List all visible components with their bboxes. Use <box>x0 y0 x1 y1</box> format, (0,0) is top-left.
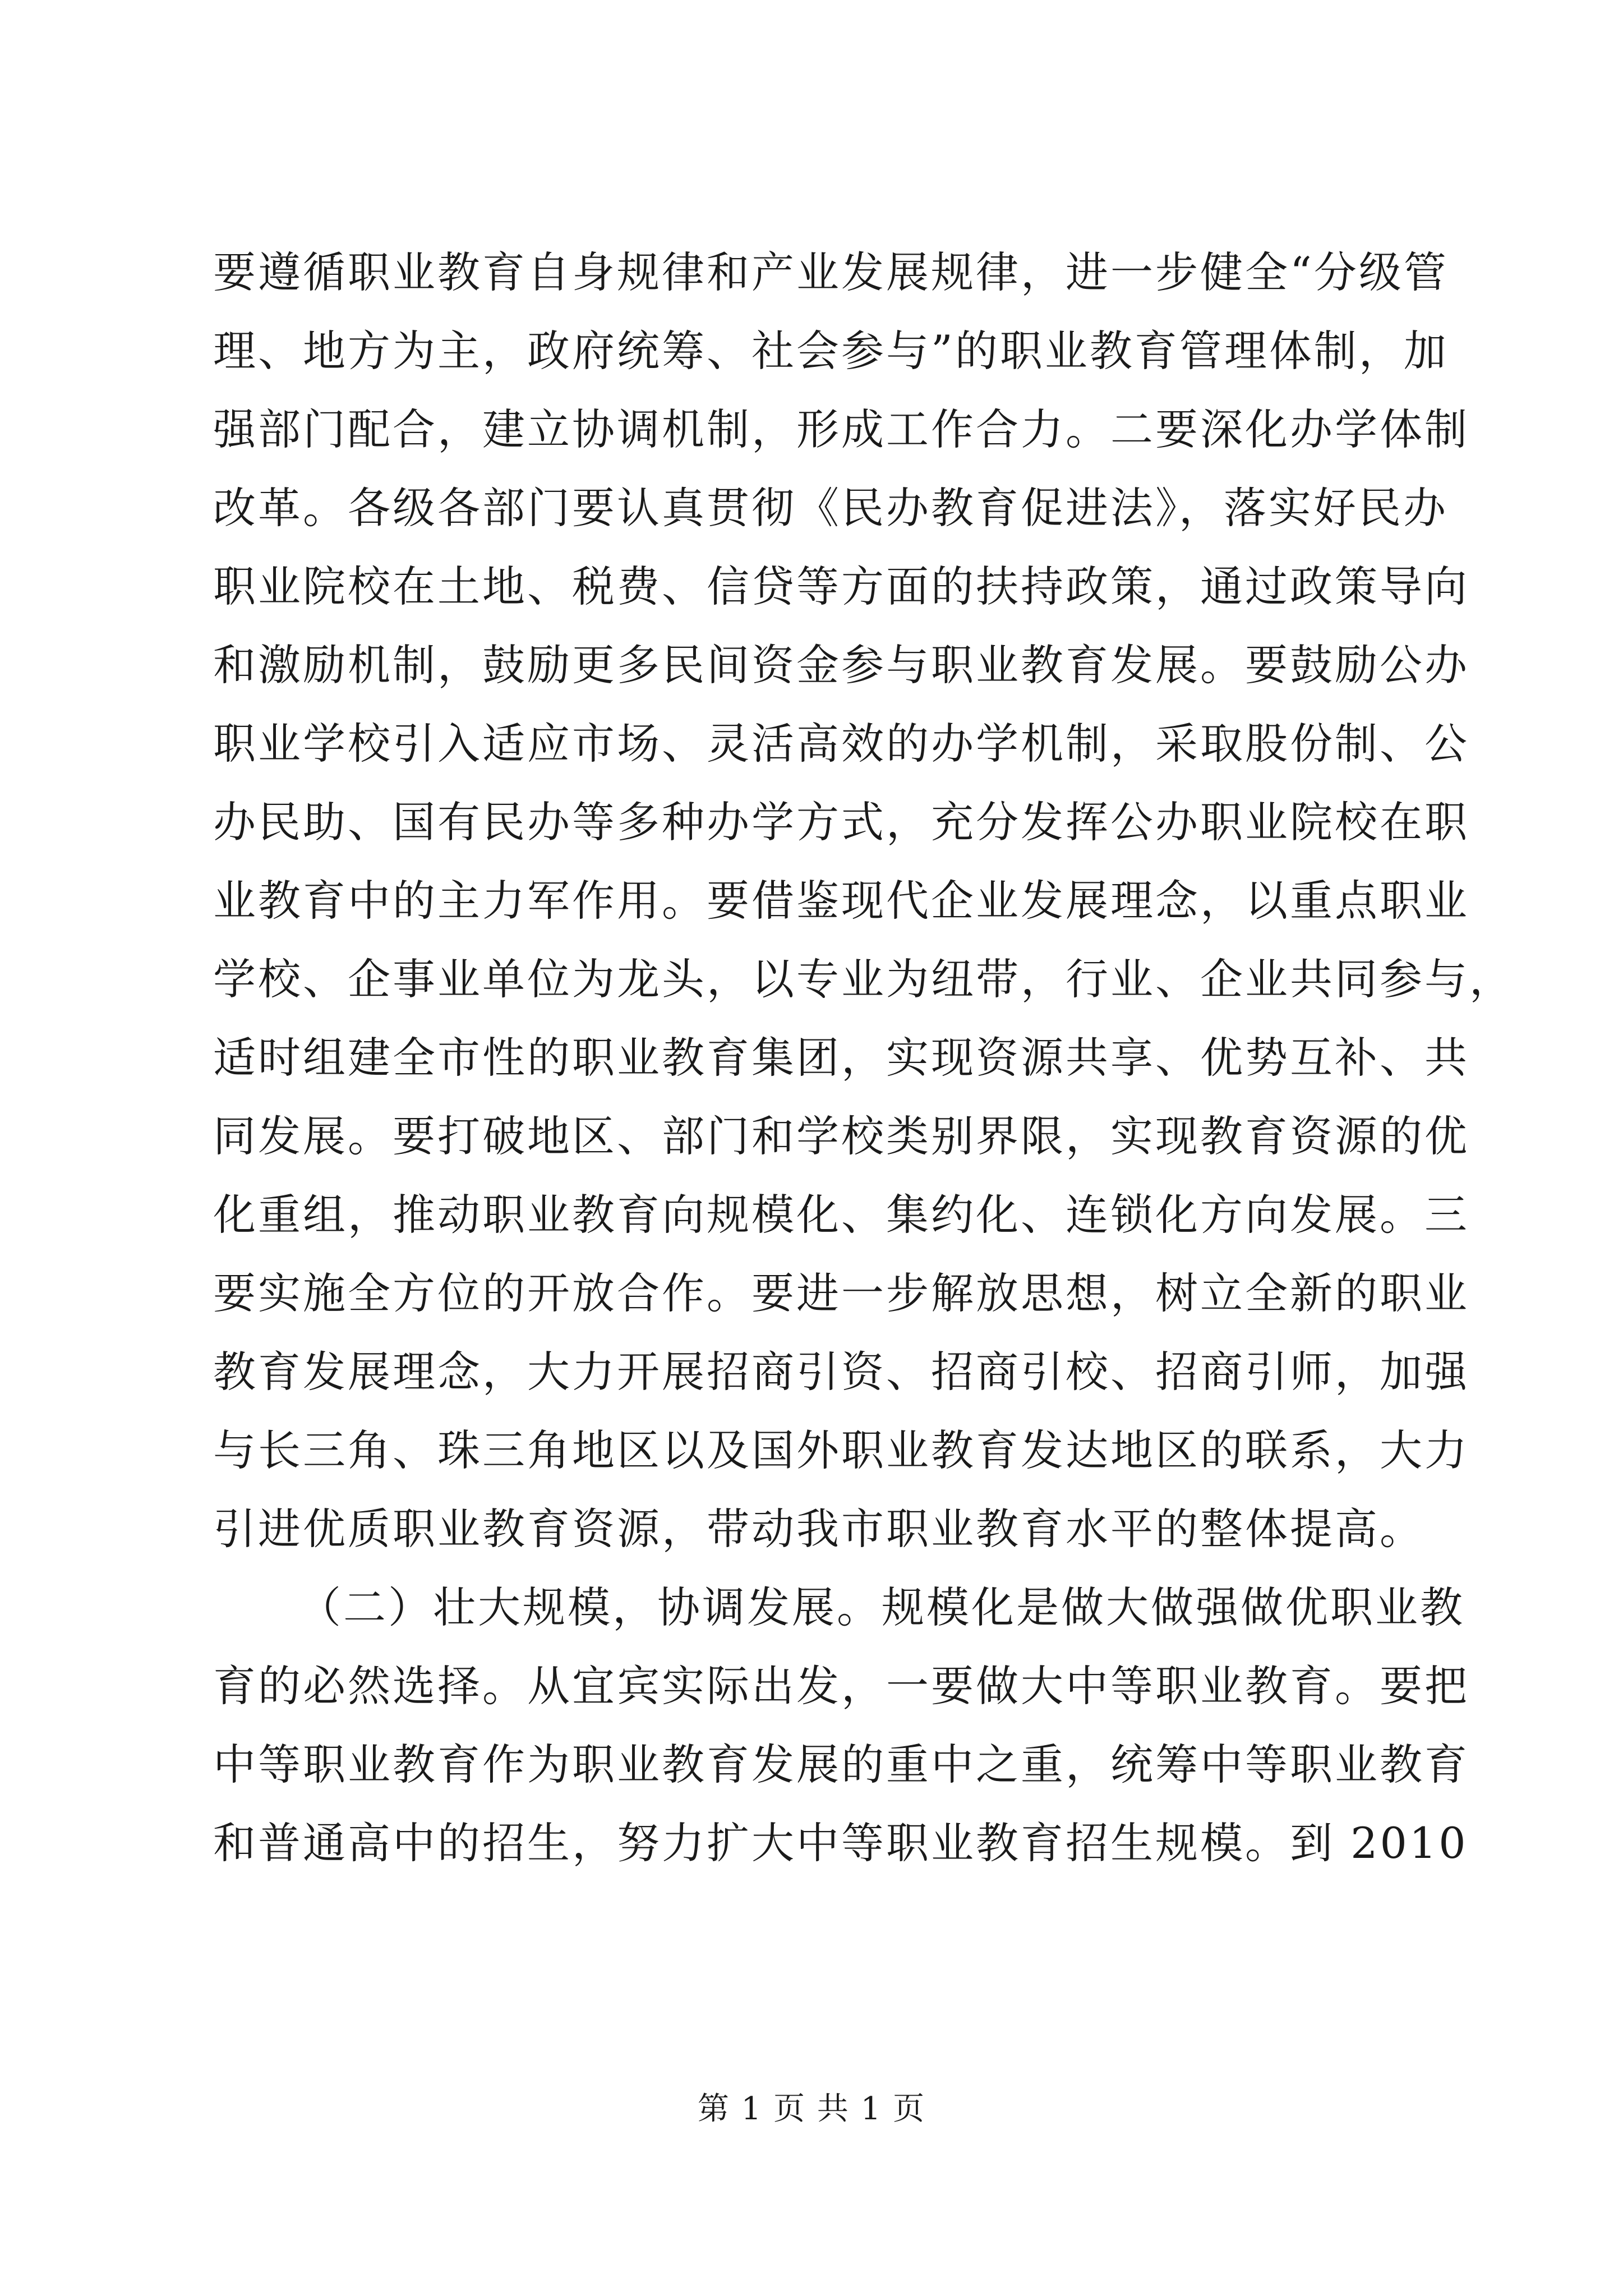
text-line: 育的必然选择。从宜宾实际出发，一要做大中等职业教育。要把 <box>213 1661 1469 1711</box>
body-text <box>213 233 1514 1883</box>
text-line: 和激励机制，鼓励更多民间资金参与职业教育发展。要鼓励公办 <box>213 640 1469 690</box>
text-line: 同发展。要打破地区、部门和学校类别界限，实现教育资源的优 <box>213 1111 1469 1161</box>
paragraph-end-line: 引进优质职业教育资源，带动我市职业教育水平的整体提高。 <box>213 1504 1424 1554</box>
text-line: 职业院校在土地、税费、信贷等方面的扶持政策，通过政策导向 <box>213 562 1469 611</box>
text-line: 要实施全方位的开放合作。要进一步解放思想，树立全新的职业 <box>213 1268 1469 1318</box>
text-line: 业教育中的主力军作用。要借鉴现代企业发展理念，以重点职业 <box>213 876 1469 926</box>
text-line: 理、地方为主，政府统筹、社会参与”的职业教育管理体制，加 <box>213 326 1449 376</box>
text-line: 要遵循职业教育自身规律和产业发展规律，进一步健全“分级管 <box>213 247 1449 297</box>
text-line: 中等职业教育作为职业教育发展的重中之重，统筹中等职业教育 <box>213 1740 1469 1789</box>
text-line: 化重组，推动职业教育向规模化、集约化、连锁化方向发展。三 <box>213 1190 1469 1240</box>
text-line: 办民助、国有民办等多种办学方式，充分发挥公办职业院校在职 <box>213 797 1469 847</box>
text-line: 适时组建全市性的职业教育集团，实现资源共享、优势互补、共 <box>213 1033 1469 1083</box>
text-line: 与长三角、珠三角地区以及国外职业教育发达地区的联系，大力 <box>213 1425 1469 1475</box>
text-line: 教育发展理念，大力开展招商引资、招商引校、招商引师，加强 <box>213 1347 1469 1397</box>
text-line: 强部门配合，建立协调机制，形成工作合力。二要深化办学体制 <box>213 404 1469 454</box>
paragraph-start-line: （二）壮大规模，协调发展。规模化是做大做强做优职业教 <box>298 1582 1465 1632</box>
text-line: 学校、企事业单位为龙头，以专业为纽带，行业、企业共同参与， <box>213 954 1514 1004</box>
page-number-footer: 第 1 页 共 1 页 <box>697 2091 926 2127</box>
text-line: 职业学校引入适应市场、灵活高效的办学机制，采取股份制、公 <box>213 719 1469 769</box>
text-line: 和普通高中的招生，努力扩大中等职业教育招生规模。到 2010 <box>213 1818 1468 1868</box>
text-line: 改革。各级各部门要认真贯彻《民办教育促进法》，落实好民办 <box>213 483 1448 533</box>
